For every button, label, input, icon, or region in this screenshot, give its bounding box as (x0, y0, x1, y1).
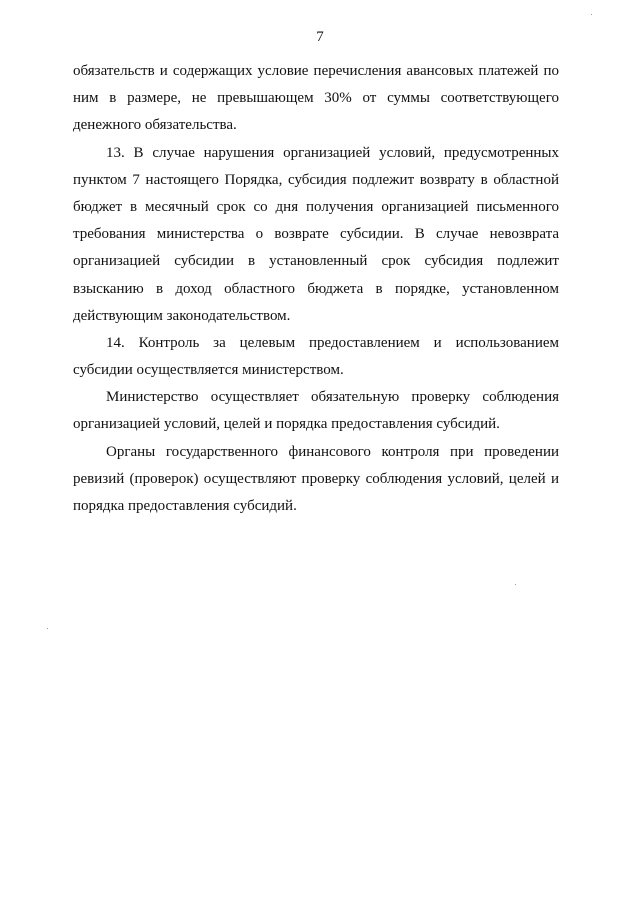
text-line: бюджет в месячный срок со дня получения организацией письменного (73, 198, 559, 215)
text-line: субсидии осуществляется министерством. (73, 362, 344, 379)
text-line: требования министерства о возврате субсидии. В случае невозврата (73, 226, 559, 243)
paragraph-financial-control (73, 439, 559, 521)
text-line: организацией субсидии в установленный срок субсидия подлежит (73, 253, 559, 270)
text-line: Министерство осуществляет обязательную проверку соблюдения (106, 389, 559, 406)
page-number: 7 (316, 29, 324, 45)
text-line: действующим законодательством. (73, 307, 291, 324)
document-body (73, 58, 559, 520)
paragraph-continuation (73, 58, 559, 140)
text-line: взысканию в доход областного бюджета в порядке, установленном (73, 280, 559, 297)
text-line: организацией условий, целей и порядка предоставления субсидий. (73, 416, 500, 433)
scan-speck (515, 584, 516, 585)
paragraph-ministry-check (73, 384, 559, 438)
text-line: порядка предоставления субсидий. (73, 498, 297, 514)
text-line: Органы государственного финансового контроля при проведении (106, 443, 559, 460)
text-line: денежного обязательства. (73, 117, 237, 134)
scan-speck (47, 628, 48, 629)
text-line: 13. В случае нарушения организацией условий, предусмотренных (106, 144, 559, 161)
text-line: 14. Контроль за целевым предоставлением и использованием (106, 334, 559, 351)
paragraph-item-13 (73, 140, 559, 330)
text-line: обязательств и содержащих условие перечисления авансовых платежей по (73, 63, 559, 79)
paragraph-item-14 (73, 330, 559, 384)
scan-speck (591, 14, 592, 15)
text-line: пунктом 7 настоящего Порядка, субсидия подлежит возврату в областной (73, 171, 559, 188)
text-line: ревизий (проверок) осуществляют проверку соблюдения условий, целей и (73, 470, 559, 487)
text-line: ним в размере, не превышающем 30% от суммы соответствующего (73, 90, 559, 107)
